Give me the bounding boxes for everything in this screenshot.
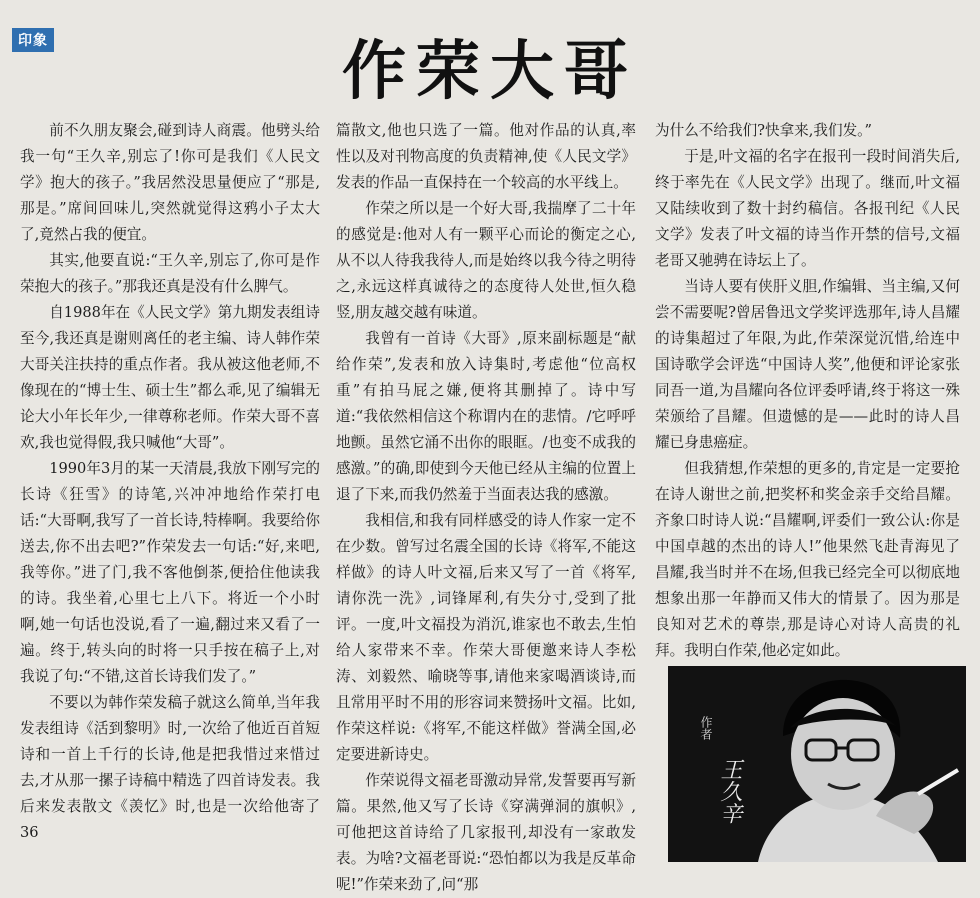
article-title: 作荣大哥 — [342, 35, 638, 109]
text-column-3 — [655, 118, 960, 659]
paragraph: 1990年3月的某一天清晨,我放下刚写完的长诗《狂雪》的诗笔,兴冲冲地给作荣打电话:“大哥啊,我写了一首长诗,特棒啊。我要给你送去,你不出去吧?”作荣发去一句话:“好,来吧,我等你。”进了门,我不客他倒茶,便拾住他读我的诗。我坐着,心里七上八下。将近一个小时啊,她一句话也没说,看了一遍,翻过来又看了一遍。终于,转头向的时将一只手按在稿子上,对我说了句:“不错,这首长诗我们发了。” — [20, 460, 320, 685]
paragraph: 作荣之所以是一个好大哥,我揣摩了二十年的感觉是:他对人有一颗平心而论的衡定之心,从不以人待我我待人,而是始终以我今待之明待之,永远这样真诚待之的态度待人处世,恒久稳竖,朋友越交越有味道。 — [336, 200, 636, 321]
paragraph: 自1988年在《人民文学》第九期发表组诗至今,我还真是谢则离任的老主编、诗人韩作荣大哥关注扶持的重点作者。我从被这他老师,不像现在的“博士生、硕士生”都么乖,见了编辑无论大小年长年少,一律尊称老师。作荣大哥不喜欢,我也觉得假,我只喊他“大哥”。 — [20, 304, 320, 451]
photo-caption: 作者 — [699, 716, 713, 740]
paragraph: 其实,他要直说:“王久辛,别忘了,你可是作荣抱大的孩子。”那我还真是没有什么脾气。 — [20, 252, 320, 295]
portrait-illustration — [668, 666, 966, 862]
paragraph: 但我猜想,作荣想的更多的,肯定是一定要抢在诗人谢世之前,把奖杯和奖金亲手交给昌耀。齐象口时诗人说:“昌耀啊,评委们一致公认:你是中国卓越的杰出的诗人!”他果然飞赴青海见了昌耀,我当时并不在场,但我已经完全可以彻底地想象出那一年静而又伟大的情景了。因为那是良知对艺术的尊崇,那是诗心对诗人高贵的礼拜。我明白作荣,他必定如此。 — [655, 460, 960, 659]
author-signature: 王久辛 — [717, 758, 742, 824]
paragraph: 于是,叶文福的名字在报刊一段时间消失后,终于率先在《人民文学》出现了。继而,叶文福又陆续收到了数十封约稿信。各报刊纪《人民文学》发表了叶文福的诗当作开禁的信号,文福老哥又驰骋在诗坛上了。 — [655, 148, 960, 269]
paragraph: 不要以为韩作荣发稿子就这么简单,当年我发表组诗《活到黎明》时,一次给了他近百首短诗和一首上千行的长诗,他是把我惜过来惜过去,才从那一摞子诗稿中精选了四首诗发表。我后来发表散文《羡忆》时,也是一次给他寄了36 — [20, 694, 320, 841]
author-portrait — [668, 666, 966, 862]
paragraph: 当诗人要有侠肝义胆,作编辑、当主编,又何尝不需要呢?曾居鲁迅文学奖评选那年,诗人昌耀的诗集超过了年限,为此,作荣深觉沉惜,给连中国诗歌学会评选“中国诗人奖”,他便和评论家张同吾一道,为昌耀向各位评委呼请,终于将这一殊荣颁给了昌耀。但遗憾的是——此时的诗人昌耀已身患癌症。 — [655, 278, 960, 451]
section-tag: 印象 — [12, 28, 54, 52]
text-column-1 — [20, 118, 320, 878]
paragraph: 前不久朋友聚会,碰到诗人商震。他劈头给我一句“王久辛,别忘了!你可是我们《人民文学》抱大的孩子。”我居然没思量便应了“那是,那是。”席间回味儿,突然就觉得这鸦小子太大了,竟然占我的便宜。 — [20, 122, 320, 243]
paragraph: 我曾有一首诗《大哥》,原来副标题是“献给作荣”,发表和放入诗集时,考虑他“位高权重”有拍马屁之嫌,便将其删掉了。诗中写道:“我依然相信这个称谓内在的悲情。/它呼呼地颤。虽然它涌不出你的眼眶。/也变不成我的感激。”的确,即使到今天他已经从主编的位置上退了下来,而我仍然羞于当面表达我的感激。 — [336, 330, 636, 503]
paragraph: 作荣说得文福老哥激动异常,发誓要再写新篇。果然,他又写了长诗《穿满弹洞的旗帜》,可他把这首诗给了几家报刊,却没有一家敢发表。为啥?文福老哥说:“恐怕都以为我是反革命呢!”作荣来劲了,问“那 — [336, 772, 636, 893]
paragraph: 我相信,和我有同样感受的诗人作家一定不在少数。曾写过名震全国的长诗《将军,不能这样做》的诗人叶文福,后来又写了一首《将军,请你洗一洗》,词锋犀利,有失分寸,受到了批评。一度,叶文福投为消沉,谁家也不敢去,生怕给人家带来不幸。作荣大哥便邀来诗人李松涛、刘毅然、喻晓等事,请他来家喝酒谈诗,而且常用平时不用的形容词来赞扬叶文福。比如,作荣这样说:《将军,不能这样做》誉满全国,必定要进新诗史。 — [336, 512, 636, 763]
paragraph: 篇散文,他也只选了一篇。他对作品的认真,率性以及对刊物高度的负责精神,使《人民文学》发表的作品一直保持在一个较高的水平线上。 — [336, 122, 636, 191]
text-column-2 — [336, 118, 636, 893]
paragraph: 为什么不给我们?快拿来,我们发。” — [655, 122, 872, 139]
